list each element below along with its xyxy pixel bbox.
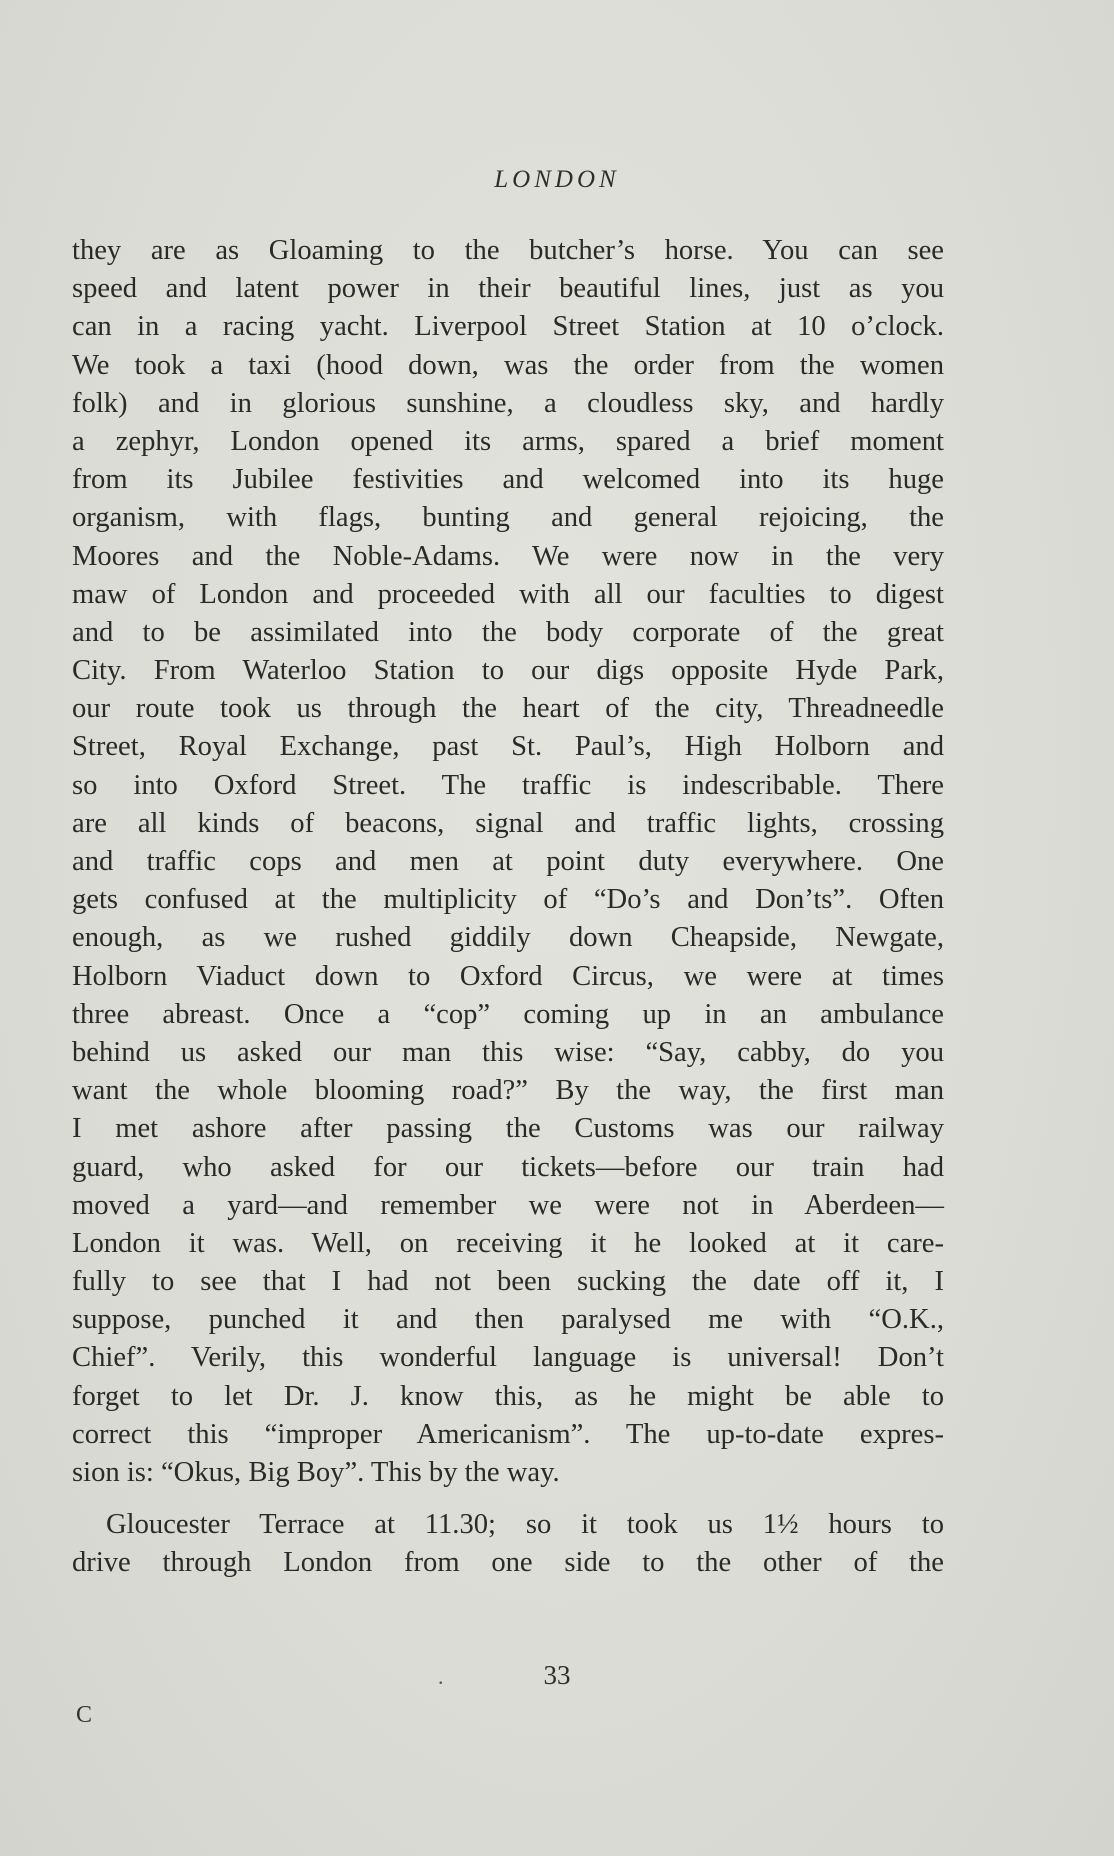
text-line: three abreast. Once a “cop” coming up in an ambulance	[72, 998, 944, 1030]
paragraph-gap	[72, 1492, 944, 1506]
running-head: LONDON	[494, 166, 620, 193]
text-line: correct this “improper Americanism”. The up-to-date expres-	[72, 1418, 944, 1450]
text-line: a zephyr, London opened its arms, spared a brief moment	[72, 425, 944, 457]
text-line: want the whole blooming road?” By the way, the first man	[72, 1075, 944, 1107]
text-line: gets confused at the multiplicity of “Do’s and Don’ts”. Often	[72, 884, 944, 916]
text-line: London it was. Well, on receiving it he looked at it care-	[72, 1227, 944, 1259]
text-line: We took a taxi (hood down, was the order from the women	[72, 349, 944, 381]
text-line: can in a racing yacht. Liverpool Street Station at 10 o’clock.	[72, 311, 944, 343]
text-line: behind us asked our man this wise: “Say, cabby, do you	[72, 1036, 944, 1068]
text-line: Street, Royal Exchange, past St. Paul’s, High Holborn and	[72, 731, 944, 763]
text-line: guard, who asked for our tickets—before our train had	[72, 1151, 944, 1183]
text-line: moved a yard—and remember we were not in Aberdeen—	[72, 1189, 944, 1221]
text-line: I met ashore after passing the Customs was our railway	[72, 1113, 944, 1145]
text-line: they are as Gloaming to the butcher’s horse. You can see	[72, 235, 944, 266]
paragraph-2	[72, 1506, 944, 1582]
text-line: and to be assimilated into the body corporate of the great	[72, 616, 944, 648]
text-line: so into Oxford Street. The traffic is indescribable. There	[72, 769, 944, 801]
text-line: folk) and in glorious sunshine, a cloudless sky, and hardly	[72, 387, 944, 419]
page-number: 33	[543, 1660, 571, 1690]
text-line: City. From Waterloo Station to our digs opposite Hyde Park,	[72, 655, 944, 687]
text-line: suppose, punched it and then paralysed me with “O.K.,	[72, 1304, 944, 1336]
text-line: Gloucester Terrace at 11.30; so it took us 1½ hours to	[106, 1509, 944, 1541]
text-line: organism, with flags, bunting and general rejoicing, the	[72, 502, 944, 534]
text-line: Chief”. Verily, this wonderful language is universal! Don’t	[72, 1342, 944, 1374]
text-line: sion is: “Okus, Big Boy”. This by the way.	[72, 1457, 560, 1488]
signature-mark: C	[76, 1702, 93, 1728]
text-line: forget to let Dr. J. know this, as he might be able to	[72, 1380, 944, 1412]
folio-dot: .	[438, 1664, 444, 1689]
text-line: are all kinds of beacons, signal and traffic lights, crossing	[72, 807, 944, 839]
text-line: and traffic cops and men at point duty everywhere. One	[72, 846, 944, 877]
text-line: from its Jubilee festivities and welcomed into its huge	[72, 464, 944, 496]
body-text	[72, 232, 944, 1583]
text-line: drive through London from one side to the other of the	[72, 1547, 944, 1579]
text-line: Holborn Viaduct down to Oxford Circus, we were at times	[72, 960, 944, 992]
text-line: our route took us through the heart of the city, Threadneedle	[72, 693, 944, 725]
text-line: speed and latent power in their beautiful lines, just as you	[72, 273, 944, 305]
text-line: Moores and the Noble-Adams. We were now in the very	[72, 540, 944, 572]
text-line: fully to see that I had not been sucking the date off it, I	[72, 1266, 944, 1298]
text-line: maw of London and proceeded with all our faculties to digest	[72, 578, 944, 610]
text-line: enough, as we rushed giddily down Cheapside, Newgate,	[72, 922, 944, 954]
paragraph-1	[72, 232, 944, 1492]
